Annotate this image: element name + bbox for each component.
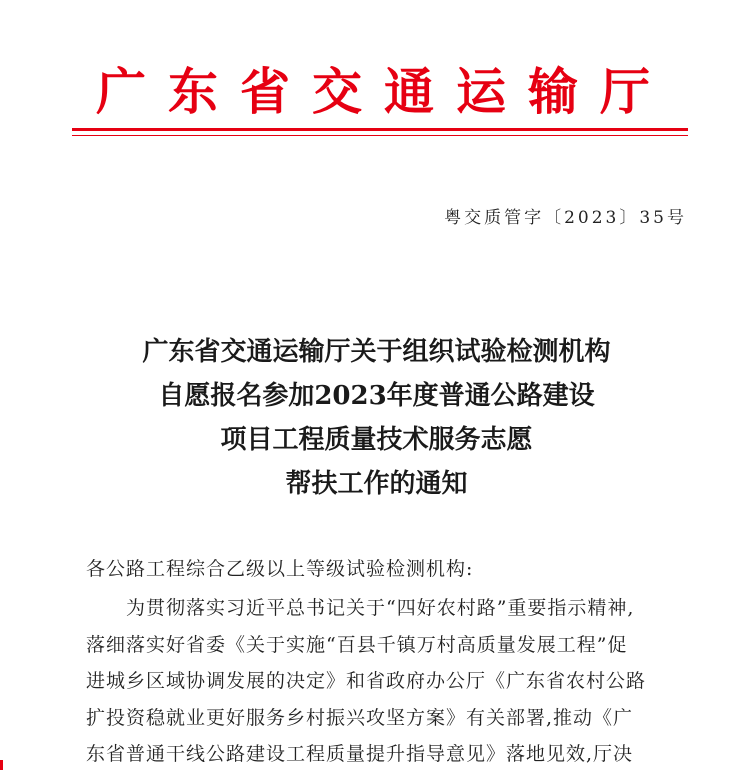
edge-mark xyxy=(0,760,3,770)
body-line: 进城乡区域协调发展的决定》和省政府办公厅《广东省农村公路 xyxy=(86,670,647,692)
body-line: 落细落实好省委《关于实施“百县千镇万村高质量发展工程”促 xyxy=(86,633,628,656)
title-line: 项目工程质量技术服务志愿 xyxy=(220,425,533,455)
title-line: 帮扶工作的通知 xyxy=(285,469,468,499)
body-line: 为贯彻落实习近平总书记关于“四好农村路”重要指示精神, xyxy=(126,597,635,619)
title-line: 广东省交通运输厅关于组织试验检测机构 xyxy=(142,337,611,367)
title-line: 自愿报名参加2023年度普通公路建设 xyxy=(158,381,595,411)
salutation: 各公路工程综合乙级以上等级试验检测机构: xyxy=(86,558,474,580)
header-rule-thin xyxy=(72,135,688,136)
document-number: 粤交质管字〔2023〕35号 xyxy=(444,208,687,228)
body-line: 扩投资稳就业更好服务乡村振兴攻坚方案》有关部署,推动《广 xyxy=(86,706,634,729)
document-title xyxy=(0,330,753,506)
org-title: 广东省交通运输厅 xyxy=(96,63,672,121)
body-paragraph xyxy=(86,590,696,773)
body-line: 东省普通干线公路建设工程质量提升指导意见》落地见效,厅决 xyxy=(86,743,634,765)
header-rule-thick xyxy=(72,128,688,131)
